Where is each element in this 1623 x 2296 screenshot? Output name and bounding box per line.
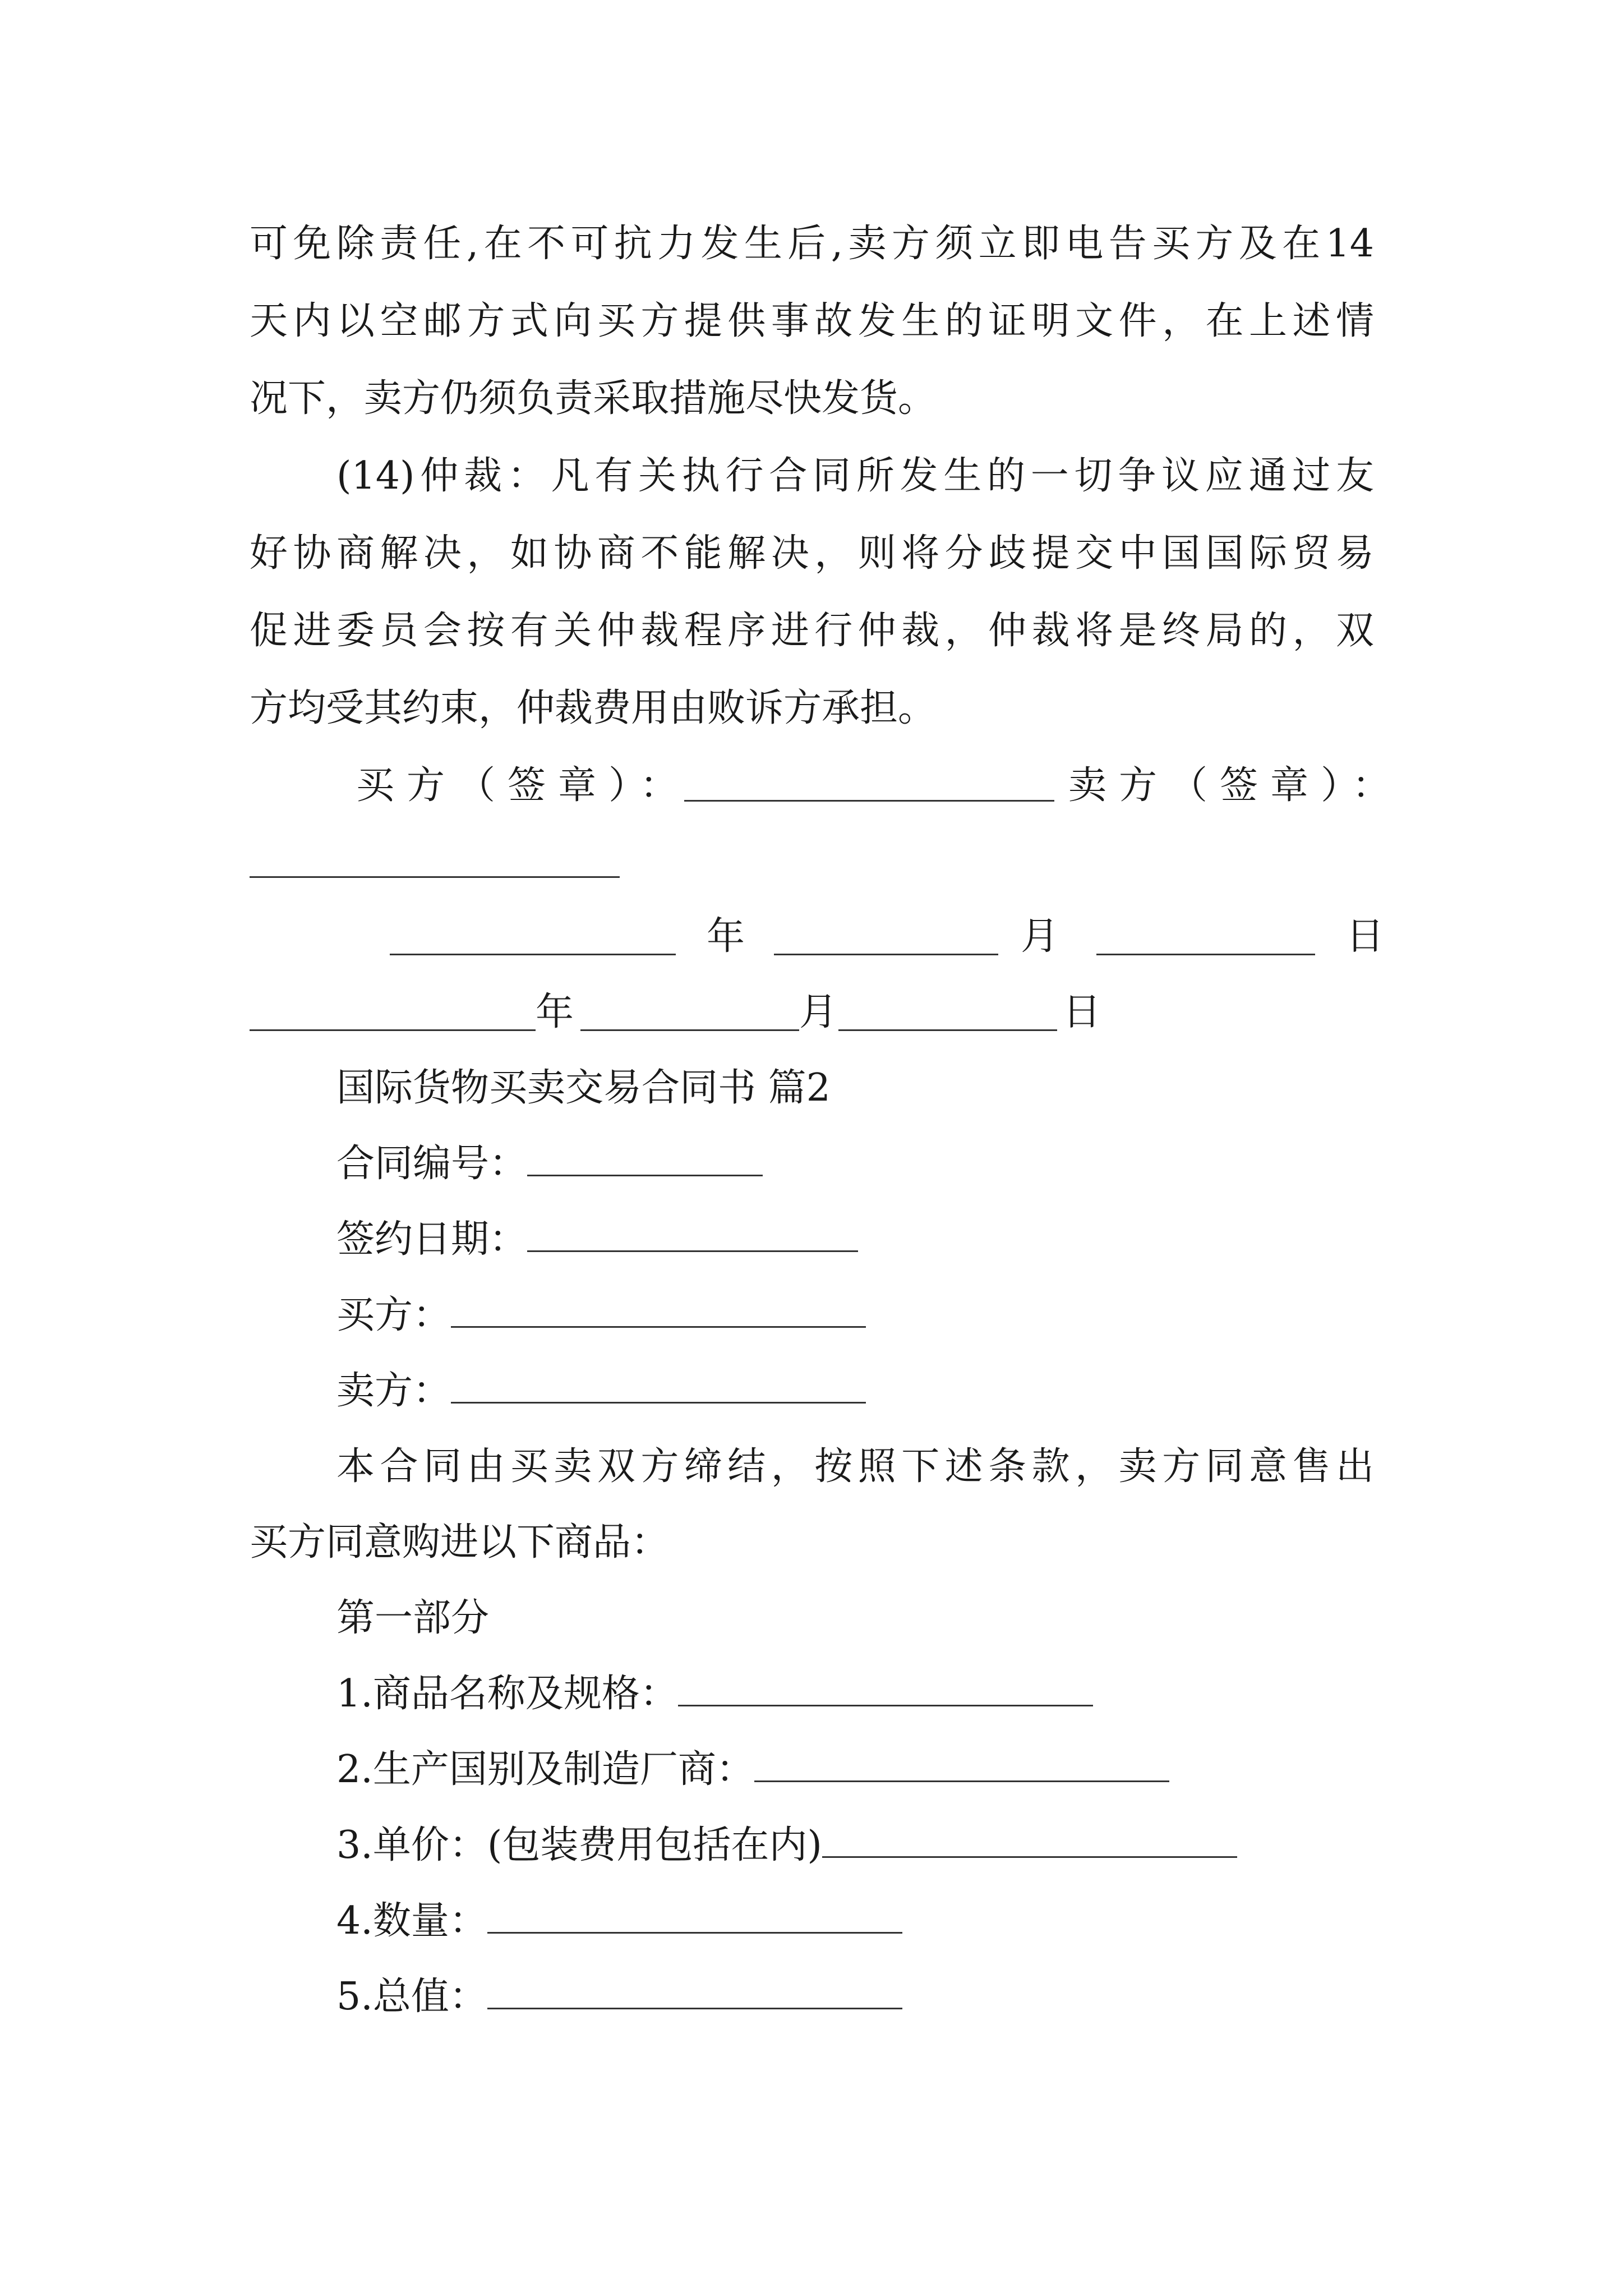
seller-label: 卖方： [336, 1369, 451, 1413]
seller-year-blank[interactable] [250, 1029, 536, 1031]
item-row-3 [336, 1820, 1237, 1871]
item-5-blank[interactable] [487, 1973, 902, 2009]
item-1-label: 1.商品名称及规格： [336, 1672, 678, 1716]
buyer-row [336, 1290, 866, 1341]
arbitration-line-2: 好协商解决，如协商不能解决，则将分歧提交中国国际贸易 [250, 531, 1374, 576]
buyer-day-blank[interactable] [1096, 954, 1315, 955]
part-one-title: 第一部分 [336, 1596, 490, 1640]
item-row-2 [336, 1745, 1169, 1795]
intro-line-2: 买方同意购进以下商品： [250, 1520, 670, 1565]
seller-signature-label: 卖方（签章）： [1068, 763, 1403, 808]
seller-day-blank[interactable] [838, 1029, 1057, 1031]
seller-row [336, 1366, 866, 1416]
item-4-label: 4.数量： [336, 1899, 487, 1943]
contract-no-label: 合同编号： [336, 1142, 528, 1186]
item-5-label: 5.总值： [336, 1975, 487, 2019]
buyer-signature-label: 买方（签章）： [356, 763, 691, 808]
force-majeure-line-2: 天内以空邮方式向买方提供事故发生的证明文件，在上述情 [250, 299, 1374, 343]
buyer-year-blank[interactable] [390, 954, 676, 955]
item-2-label: 2.生产国别及制造厂商： [336, 1747, 754, 1792]
item-3-label: 3.单价：(包装费用包括在内) [336, 1823, 822, 1867]
seller-month-label: 月 [799, 990, 838, 1034]
buyer-blank[interactable] [451, 1291, 866, 1328]
force-majeure-line-1: 可免除责任,在不可抗力发生后,卖方须立即电告买方及在14 [250, 222, 1374, 266]
item-row-1 [336, 1669, 1093, 1719]
seller-year-label: 年 [536, 990, 574, 1034]
buyer-month-blank[interactable] [774, 954, 998, 955]
seller-month-blank[interactable] [580, 1029, 799, 1031]
sign-date-row [336, 1214, 858, 1265]
sign-date-label: 签约日期： [336, 1217, 528, 1262]
item-row-4 [336, 1896, 902, 1947]
force-majeure-line-3: 况下，卖方仍须负责采取措施尽快发货。 [250, 376, 937, 421]
contract-no-blank[interactable] [527, 1140, 763, 1176]
contract2-heading: 国际货物买卖交易合同书 篇2 [336, 1066, 831, 1110]
buyer-label: 买方： [336, 1293, 451, 1337]
item-3-blank[interactable] [822, 1821, 1237, 1858]
arbitration-line-1: (14)仲裁：凡有关执行合同所发生的一切争议应通过友 [336, 454, 1374, 498]
contract-no-row [336, 1139, 763, 1189]
item-row-5 [336, 1972, 902, 2022]
seller-day-label: 日 [1063, 990, 1101, 1034]
item-2-blank[interactable] [754, 1746, 1169, 1782]
sign-date-blank[interactable] [527, 1216, 858, 1252]
item-1-blank[interactable] [678, 1670, 1093, 1706]
buyer-day-label: 日 [1346, 914, 1385, 959]
intro-line-1: 本合同由买卖双方缔结，按照下述条款，卖方同意售出 [336, 1444, 1374, 1489]
item-4-blank[interactable] [487, 1897, 902, 1934]
arbitration-line-4: 方均受其约束，仲裁费用由败诉方承担。 [250, 686, 937, 730]
arbitration-line-3: 促进委员会按有关仲裁程序进行仲裁，仲裁将是终局的，双 [250, 609, 1374, 653]
buyer-year-label: 年 [707, 914, 745, 959]
seller-signature-blank[interactable] [250, 876, 620, 878]
seller-blank[interactable] [451, 1367, 866, 1404]
buyer-month-label: 月 [1021, 914, 1059, 959]
buyer-signature-blank[interactable] [684, 800, 1054, 802]
